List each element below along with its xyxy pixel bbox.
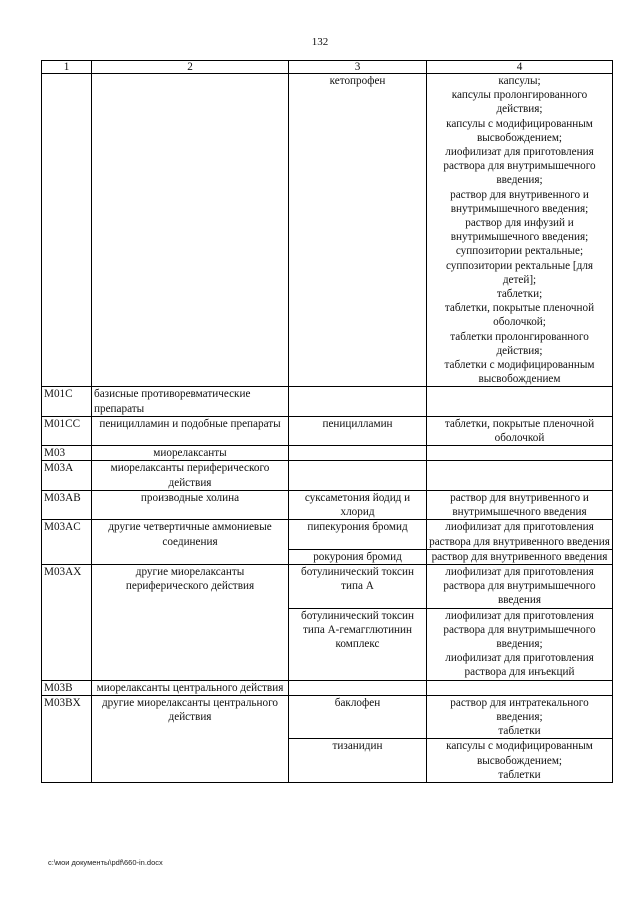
group-name-cell: миорелаксанты — [92, 446, 289, 461]
drug-name-cell: пипекурония бромид — [289, 520, 427, 549]
table-body — [42, 74, 613, 783]
dosage-form-cell — [427, 74, 613, 387]
table-row — [42, 490, 613, 519]
drug-name-cell — [289, 387, 427, 416]
dosage-form-cell — [427, 520, 613, 549]
dosage-form-cell — [427, 680, 613, 695]
atc-code-cell: M01C — [42, 387, 92, 416]
drug-name-cell: пеницилламин — [289, 416, 427, 445]
drug-name-cell — [289, 446, 427, 461]
dosage-form-item: раствор для внутривенного введения — [431, 550, 608, 563]
dosage-form-item: таблетки; — [496, 288, 543, 301]
drug-name-cell: суксаметония йодид и хлорид — [289, 490, 427, 519]
table-row — [42, 680, 613, 695]
drug-name-cell: ботулинический токсин типа А-гемагглютинин комплекс — [289, 608, 427, 680]
drug-name-cell — [289, 680, 427, 695]
atc-code-cell: M03AB — [42, 490, 92, 519]
atc-code-cell: M03BX — [42, 695, 92, 782]
group-name-cell: базисные противоревматические препараты — [92, 387, 289, 416]
table-header-row — [42, 61, 613, 74]
dosage-form-cell — [427, 608, 613, 680]
file-path-footer: c:\мои документы\pdf\660-in.docx — [48, 858, 163, 867]
dosage-form-item: таблетки, покрытые пленочной оболочкой — [444, 417, 595, 445]
drug-name-cell: баклофен — [289, 695, 427, 739]
dosage-form-cell — [427, 564, 613, 608]
dosage-form-item: таблетки с модифицированным высвобождением — [444, 359, 595, 386]
dosage-form-item: раствор для интратекального введения; — [450, 696, 589, 723]
dosage-form-cell — [427, 739, 613, 783]
dosage-form-item: таблетки пролонгированного действия; — [450, 330, 589, 357]
column-header: 3 — [289, 61, 427, 74]
atc-code-cell: M03A — [42, 461, 92, 490]
group-name-cell: миорелаксанты периферического действия — [92, 461, 289, 490]
dosage-form-item: капсулы с модифицированным высвобождением; — [446, 740, 593, 767]
atc-code-cell — [42, 74, 92, 387]
group-name-cell: производные холина — [92, 490, 289, 519]
dosage-form-cell — [427, 387, 613, 416]
drug-name-cell: ботулинический токсин типа А — [289, 564, 427, 608]
dosage-form-item: капсулы; — [498, 75, 541, 87]
dosage-form-item: суппозитории ректальные [для детей]; — [445, 259, 594, 286]
dosage-form-cell — [427, 695, 613, 739]
group-name-cell: другие миорелаксанты центрального действия — [92, 695, 289, 782]
drug-name-cell — [289, 461, 427, 490]
dosage-form-cell — [427, 461, 613, 490]
dosage-form-item: капсулы с модифицированным высвобождением; — [446, 117, 593, 144]
table-row — [42, 564, 613, 608]
table-row — [42, 695, 613, 739]
atc-code-cell: M03AX — [42, 564, 92, 680]
drug-name-cell: рокурония бромид — [289, 549, 427, 564]
dosage-form-item: лиофилизат для приготовления раствора для внутривенного введения — [429, 521, 610, 548]
drug-name-cell: кетопрофен — [289, 74, 427, 387]
atc-code-cell: M03B — [42, 680, 92, 695]
atc-code-cell: M01CC — [42, 416, 92, 445]
drug-name-cell: тизанидин — [289, 739, 427, 783]
dosage-form-item: таблетки — [498, 725, 541, 738]
table-row — [42, 446, 613, 461]
atc-code-cell: M03AC — [42, 520, 92, 565]
dosage-form-item: лиофилизат для приготовления раствора для внутримышечного введения — [443, 565, 596, 607]
dosage-form-item: капсулы пролонгированного действия; — [451, 89, 588, 116]
drug-table — [41, 60, 613, 783]
dosage-form-item: таблетки — [498, 768, 541, 781]
table-row — [42, 387, 613, 416]
table-row — [42, 461, 613, 490]
dosage-form-cell — [427, 549, 613, 564]
group-name-cell: другие миорелаксанты периферического действия — [92, 564, 289, 680]
group-name-cell — [92, 74, 289, 387]
dosage-form-item: суппозитории ректальные; — [455, 245, 584, 258]
table-row — [42, 416, 613, 445]
dosage-form-item: раствор для внутривенного и внутримышечного введения; — [450, 188, 589, 215]
page-number: 132 — [311, 36, 329, 48]
dosage-form-item: раствор для инфузий и внутримышечного введения; — [450, 217, 589, 244]
dosage-form-cell — [427, 446, 613, 461]
dosage-form-item: лиофилизат для приготовления раствора для инъекций — [445, 652, 594, 679]
column-header: 2 — [92, 61, 289, 74]
dosage-form-item: таблетки, покрытые пленочной оболочкой; — [444, 302, 595, 329]
group-name-cell: пеницилламин и подобные препараты — [92, 416, 289, 445]
column-header: 1 — [42, 61, 92, 74]
dosage-form-cell — [427, 416, 613, 445]
group-name-cell: другие четвертичные аммониевые соединения — [92, 520, 289, 565]
dosage-form-cell — [427, 490, 613, 519]
dosage-form-item: лиофилизат для приготовления раствора для внутримышечного введения; — [443, 609, 596, 650]
atc-code-cell: M03 — [42, 446, 92, 461]
column-header: 4 — [427, 61, 613, 74]
dosage-form-item: раствор для внутривенного и внутримышечного введения — [450, 491, 589, 519]
dosage-form-item: лиофилизат для приготовления раствора для внутримышечного введения; — [443, 146, 596, 187]
table-row — [42, 520, 613, 549]
group-name-cell: миорелаксанты центрального действия — [92, 680, 289, 695]
table-row — [42, 74, 613, 387]
